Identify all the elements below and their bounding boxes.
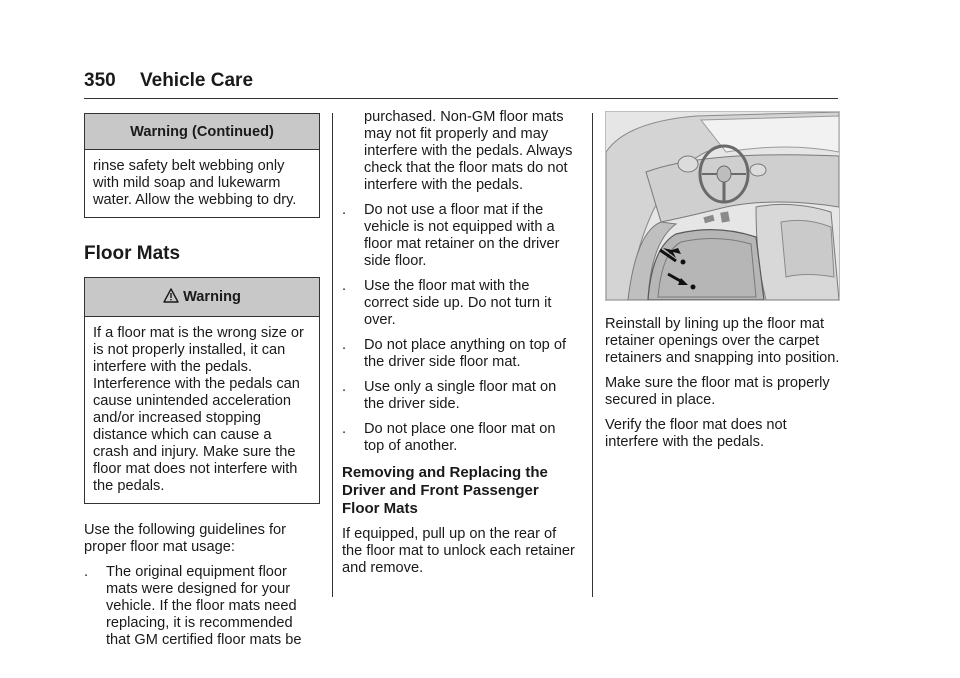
column-1 xyxy=(84,113,320,657)
bullet-text: Do not place anything on top of the driver side floor mat. xyxy=(364,337,567,370)
bullet-marker: . xyxy=(342,379,347,395)
list-item xyxy=(84,564,320,649)
column-3 xyxy=(605,109,841,459)
bullet-text: Use only a single floor mat on the driver side. xyxy=(364,379,557,412)
list-item xyxy=(342,337,578,371)
list-item xyxy=(342,379,578,413)
warning-continued-text: rinse safety belt webbing only with mild soap and lukewarm water. Allow the webbing to dry. xyxy=(93,158,297,208)
page-header xyxy=(84,70,253,92)
bullet-text: Use the floor mat with the correct side up. Do not turn it over. xyxy=(364,278,552,328)
warning-continued-box xyxy=(84,113,320,218)
bullet-text: The original equipment floor mats were designed for your vehicle. If the floor mats need replacing, it is recommended that GM certified floor mats be xyxy=(106,564,302,648)
bullet-marker: . xyxy=(342,421,347,437)
reinstall-text: Reinstall by lining up the floor mat retainer openings over the carpet retainers and snapping into position. xyxy=(605,316,840,366)
page-number: 350 xyxy=(84,70,116,91)
warning-header xyxy=(85,278,319,317)
warning-title: Warning xyxy=(183,289,241,305)
bullet-text: Do not place one floor mat on top of another. xyxy=(364,421,556,454)
warning-triangle-icon xyxy=(163,288,179,308)
guidelines-intro: Use the following guidelines for proper floor mat usage: xyxy=(84,522,286,555)
section-name: Vehicle Care xyxy=(140,70,254,91)
bullet-text: Do not use a floor mat if the vehicle is not equipped with a floor mat retainer on the driver side floor. xyxy=(364,202,560,269)
list-item xyxy=(342,202,578,270)
secure-text: Make sure the floor mat is properly secured in place. xyxy=(605,375,830,408)
bullet-marker: . xyxy=(342,202,347,218)
column-divider-2 xyxy=(592,113,593,597)
section-title: Floor Mats xyxy=(84,243,181,264)
list-item xyxy=(342,278,578,329)
continuation-text: purchased. Non-GM floor mats may not fit properly and may interfere with the pedals. Always check that the floor mats do not interfere with the pedals. xyxy=(364,109,573,193)
header-rule xyxy=(84,98,838,99)
column-2 xyxy=(342,109,578,585)
floor-mat-illustration xyxy=(605,111,840,301)
bullet-marker: . xyxy=(342,278,347,294)
bullet-marker: . xyxy=(342,337,347,353)
verify-text: Verify the floor mat does not interfere with the pedals. xyxy=(605,417,787,450)
bullet-marker: . xyxy=(84,564,89,580)
warning-continued-title: Warning (Continued) xyxy=(85,114,319,150)
list-item xyxy=(342,421,578,455)
subheading: Removing and Replacing the Driver and Front Passenger Floor Mats xyxy=(342,464,548,517)
warning-box xyxy=(84,277,320,504)
warning-text: If a floor mat is the wrong size or is not properly installed, it can interfere with the pedals. Interference with the pedals can cause unintended acceleration and/or increased stopping distance which can cause a crash and injury. Make sure the floor mat does not interfere with the pedals. xyxy=(93,325,304,494)
column-divider-1 xyxy=(332,113,333,597)
removal-text: If equipped, pull up on the rear of the floor mat to unlock each retainer and remove. xyxy=(342,526,575,576)
